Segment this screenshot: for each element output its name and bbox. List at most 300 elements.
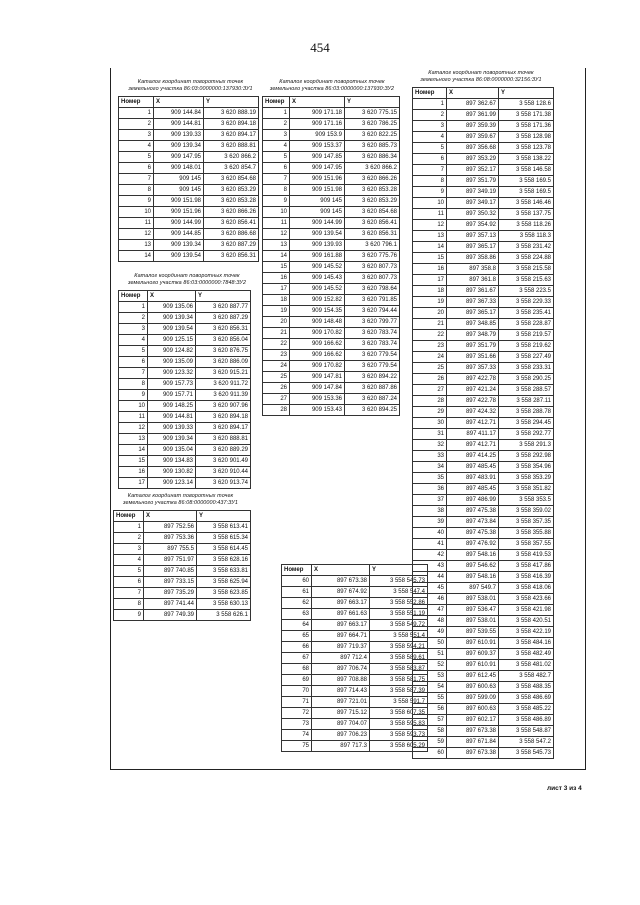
y-coordinate-cell: 3 620 913.74 xyxy=(196,478,251,489)
x-coordinate-cell: 897 354.92 xyxy=(447,220,499,231)
y-coordinate-cell: 3 558 549.72 xyxy=(370,620,428,631)
x-coordinate-cell: 897 476.92 xyxy=(447,539,499,550)
point-number-cell: 66 xyxy=(282,642,312,653)
table-caption xyxy=(118,79,263,93)
x-coordinate-cell: 909 147.95 xyxy=(290,163,345,174)
table-row xyxy=(119,313,251,324)
point-number-cell: 39 xyxy=(413,517,447,528)
x-coordinate-cell: 909 135.09 xyxy=(148,357,196,368)
y-coordinate-cell: 3 558 219.62 xyxy=(499,341,554,352)
table-row xyxy=(114,566,251,577)
point-number-cell: 13 xyxy=(119,240,154,251)
point-number-cell: 9 xyxy=(119,196,154,207)
point-number-cell: 1 xyxy=(413,99,447,110)
table-caption xyxy=(113,493,248,507)
y-coordinate-cell: 3 558 423.66 xyxy=(499,594,554,605)
point-number-cell: 23 xyxy=(263,350,290,361)
point-number-cell: 5 xyxy=(119,152,154,163)
table-row xyxy=(263,361,400,372)
y-coordinate-cell: 3 620 853.28 xyxy=(204,196,259,207)
point-number-cell: 10 xyxy=(263,207,290,218)
table-row xyxy=(263,229,400,240)
y-coordinate-cell: 3 558 215.63 xyxy=(499,275,554,286)
point-number-cell: 40 xyxy=(413,528,447,539)
table-row xyxy=(413,297,554,308)
x-coordinate-cell: 897 741.44 xyxy=(144,599,197,610)
point-number-cell: 27 xyxy=(263,394,290,405)
table-row xyxy=(413,385,554,396)
x-coordinate-cell: 897 706.23 xyxy=(312,730,370,741)
y-coordinate-cell: 3 620 894.17 xyxy=(196,423,251,434)
point-number-cell: 15 xyxy=(263,262,290,273)
y-coordinate-cell: 3 620 856.31 xyxy=(204,251,259,262)
y-coordinate-cell: 3 620 807.73 xyxy=(345,262,400,273)
point-number-cell: 6 xyxy=(114,577,144,588)
y-coordinate-cell: 3 620 854.7 xyxy=(204,163,259,174)
coordinates-table xyxy=(281,564,428,752)
table-row xyxy=(413,693,554,704)
y-coordinate-cell: 3 558 548.87 xyxy=(499,726,554,737)
x-coordinate-cell: 909 145 xyxy=(154,185,204,196)
x-coordinate-cell: 909 130.82 xyxy=(148,467,196,478)
y-coordinate-cell: 3 620 888.19 xyxy=(204,108,259,119)
table-row xyxy=(413,605,554,616)
x-coordinate-cell: 897 356.68 xyxy=(447,143,499,154)
x-coordinate-cell: 909 153.36 xyxy=(290,394,345,405)
x-coordinate-cell: 897 412.71 xyxy=(447,440,499,451)
table-row xyxy=(263,207,400,218)
table-row xyxy=(282,631,428,642)
x-coordinate-cell: 897 351.79 xyxy=(447,176,499,187)
point-number-cell: 36 xyxy=(413,484,447,495)
y-coordinate-cell: 3 558 488.35 xyxy=(499,682,554,693)
point-number-cell: 33 xyxy=(413,451,447,462)
y-coordinate-cell: 3 558 223.5 xyxy=(499,286,554,297)
y-coordinate-cell: 3 558 146.58 xyxy=(499,165,554,176)
point-number-cell: 4 xyxy=(119,141,154,152)
table-row xyxy=(119,141,259,152)
y-coordinate-cell: 3 558 484.16 xyxy=(499,638,554,649)
x-coordinate-cell: 897 359.67 xyxy=(447,132,499,143)
x-coordinate-cell: 909 166.62 xyxy=(290,339,345,350)
x-coordinate-cell: 897 717.3 xyxy=(312,741,370,752)
y-coordinate-cell: 3 558 138.22 xyxy=(499,154,554,165)
y-coordinate-cell: 3 620 894.17 xyxy=(204,130,259,141)
y-coordinate-cell: 3 620 866.26 xyxy=(204,207,259,218)
table-row xyxy=(263,394,400,405)
y-coordinate-cell: 3 620 786.25 xyxy=(345,119,400,130)
y-coordinate-cell: 3 558 633.81 xyxy=(197,566,251,577)
x-coordinate-cell: 909 145 xyxy=(290,207,345,218)
x-coordinate-cell: 897 421.24 xyxy=(447,385,499,396)
table-row xyxy=(282,686,428,697)
x-coordinate-cell: 897 361.99 xyxy=(447,110,499,121)
point-number-cell: 25 xyxy=(263,372,290,383)
coords-table-block xyxy=(412,70,554,759)
point-number-cell: 56 xyxy=(413,704,447,715)
x-coordinate-cell: 897 548.16 xyxy=(447,550,499,561)
x-coordinate-cell: 909 151.96 xyxy=(290,174,345,185)
y-coordinate-cell: 3 558 418.06 xyxy=(499,583,554,594)
x-coordinate-cell: 909 139.54 xyxy=(290,229,345,240)
x-coordinate-cell: 897 361.8 xyxy=(447,275,499,286)
y-coordinate-cell: 3 558 547.4 xyxy=(370,587,428,598)
x-coordinate-cell: 909 154.35 xyxy=(290,306,345,317)
x-coordinate-cell: 897 661.63 xyxy=(312,609,370,620)
point-number-cell: 52 xyxy=(413,660,447,671)
y-coordinate-cell: 3 558 623.85 xyxy=(197,588,251,599)
point-number-cell: 70 xyxy=(282,686,312,697)
y-coordinate-cell: 3 558 353.29 xyxy=(499,473,554,484)
x-coordinate-cell: 897 362.67 xyxy=(447,99,499,110)
y-coordinate-cell: 3 558 357.35 xyxy=(499,517,554,528)
x-coordinate-cell: 897 735.29 xyxy=(144,588,197,599)
point-number-cell: 46 xyxy=(413,594,447,605)
table-row xyxy=(413,143,554,154)
table-row xyxy=(119,467,251,478)
x-coordinate-cell: 897 485.45 xyxy=(447,484,499,495)
table-caption xyxy=(118,273,256,287)
table-header-row xyxy=(119,97,259,108)
point-number-cell: 5 xyxy=(114,566,144,577)
table-row xyxy=(263,372,400,383)
y-coordinate-cell: 3 558 417.86 xyxy=(499,561,554,572)
y-coordinate-cell: 3 558 353.5 xyxy=(499,495,554,506)
point-number-cell: 8 xyxy=(119,379,148,390)
x-coordinate-cell: 909 139.93 xyxy=(290,240,345,251)
x-coordinate-cell: 897 740.85 xyxy=(144,566,197,577)
point-number-cell: 11 xyxy=(119,412,148,423)
x-coordinate-cell: 909 139.54 xyxy=(148,324,196,335)
y-coordinate-cell: 3 558 551.4 xyxy=(370,631,428,642)
y-coordinate-cell: 3 620 775.76 xyxy=(345,251,400,262)
y-coordinate-cell: 3 558 625.94 xyxy=(197,577,251,588)
point-number-cell: 24 xyxy=(263,361,290,372)
x-coordinate-cell: 909 152.82 xyxy=(290,295,345,306)
y-coordinate-cell: 3 558 171.38 xyxy=(499,110,554,121)
y-coordinate-cell: 3 558 123.78 xyxy=(499,143,554,154)
point-number-cell: 49 xyxy=(413,627,447,638)
table-row xyxy=(282,708,428,719)
table-header-row xyxy=(282,565,428,576)
y-coordinate-cell: 3 620 911.72 xyxy=(196,379,251,390)
x-coordinate-cell: 897 673.38 xyxy=(447,726,499,737)
point-number-cell: 9 xyxy=(263,196,290,207)
point-number-cell: 32 xyxy=(413,440,447,451)
table-row xyxy=(119,174,259,185)
y-coordinate-cell: 3 620 783.74 xyxy=(345,328,400,339)
y-coordinate-cell: 3 620 853.28 xyxy=(345,185,400,196)
point-number-cell: 64 xyxy=(282,620,312,631)
point-number-cell: 22 xyxy=(413,330,447,341)
x-coordinate-cell: 897 719.37 xyxy=(312,642,370,653)
table-row xyxy=(413,286,554,297)
point-number-cell: 43 xyxy=(413,561,447,572)
y-coordinate-cell: 3 558 615.34 xyxy=(197,533,251,544)
table-row xyxy=(413,396,554,407)
y-coordinate-cell: 3 620 885.73 xyxy=(345,141,400,152)
point-number-cell: 12 xyxy=(263,229,290,240)
table-row xyxy=(119,240,259,251)
point-number-cell: 28 xyxy=(263,405,290,416)
point-number-cell: 10 xyxy=(119,207,154,218)
table-row xyxy=(413,363,554,374)
point-number-cell: 8 xyxy=(413,176,447,187)
y-coordinate-cell: 3 558 581.75 xyxy=(370,675,428,686)
x-coordinate-cell: 909 147.84 xyxy=(290,383,345,394)
y-coordinate-cell: 3 558 291.3 xyxy=(499,440,554,451)
x-coordinate-cell: 897 475.38 xyxy=(447,506,499,517)
point-number-cell: 14 xyxy=(119,251,154,262)
caption-line: земельного участка 86:03:0000000:7848:ЗУ2 xyxy=(127,280,247,286)
point-number-cell: 75 xyxy=(282,741,312,752)
point-number-cell: 13 xyxy=(413,231,447,242)
x-coordinate-cell: 897 706.74 xyxy=(312,664,370,675)
x-coordinate-cell: 909 148.25 xyxy=(148,401,196,412)
coordinates-table xyxy=(262,96,400,416)
x-coordinate-cell: 897 749.39 xyxy=(144,610,197,621)
y-coordinate-cell: 3 620 854.68 xyxy=(345,207,400,218)
point-number-cell: 69 xyxy=(282,675,312,686)
x-coordinate-cell: 909 123.14 xyxy=(148,478,196,489)
x-coordinate-cell: 897 357.13 xyxy=(447,231,499,242)
table-row xyxy=(119,251,259,262)
y-coordinate-cell: 3 558 628.16 xyxy=(197,555,251,566)
coordinates-table xyxy=(412,87,554,759)
x-coordinate-cell: 897 715.12 xyxy=(312,708,370,719)
point-number-cell: 13 xyxy=(263,240,290,251)
table-row xyxy=(263,262,400,273)
x-coordinate-cell: 909 144.84 xyxy=(154,108,204,119)
x-coordinate-cell: 909 144.85 xyxy=(154,229,204,240)
caption-line: земельного участка 86:03:0000000:137930:ЗУ1 xyxy=(128,86,253,92)
table-row xyxy=(263,218,400,229)
point-number-cell: 21 xyxy=(263,328,290,339)
table-row xyxy=(413,209,554,220)
y-coordinate-cell: 3 558 630.13 xyxy=(197,599,251,610)
table-row xyxy=(413,121,554,132)
x-coordinate-cell: 897 673.38 xyxy=(312,576,370,587)
table-row xyxy=(413,572,554,583)
x-coordinate-cell: 909 148.48 xyxy=(290,317,345,328)
point-number-cell: 11 xyxy=(119,218,154,229)
y-coordinate-cell: 3 558 219.57 xyxy=(499,330,554,341)
table-row xyxy=(413,198,554,209)
x-coordinate-cell: 897 365.17 xyxy=(447,242,499,253)
table-row xyxy=(413,374,554,385)
table-row xyxy=(119,412,251,423)
x-coordinate-cell: 897 751.97 xyxy=(144,555,197,566)
table-row xyxy=(413,484,554,495)
table-row xyxy=(119,379,251,390)
table-row xyxy=(114,577,251,588)
x-coordinate-cell: 909 170.82 xyxy=(290,361,345,372)
table-row xyxy=(413,176,554,187)
x-coordinate-cell: 897 485.45 xyxy=(447,462,499,473)
x-coordinate-cell: 897 351.79 xyxy=(447,341,499,352)
table-row xyxy=(114,599,251,610)
point-number-cell: 71 xyxy=(282,697,312,708)
y-coordinate-cell: 3 558 419.53 xyxy=(499,550,554,561)
point-number-cell: 61 xyxy=(282,587,312,598)
point-number-cell: 2 xyxy=(413,110,447,121)
table-row xyxy=(413,330,554,341)
x-coordinate-cell: 909 157.71 xyxy=(148,390,196,401)
column-header-y: Y xyxy=(499,88,554,99)
x-coordinate-cell: 897 538.01 xyxy=(447,616,499,627)
point-number-cell: 14 xyxy=(413,242,447,253)
point-number-cell: 34 xyxy=(413,462,447,473)
x-coordinate-cell: 897 348.85 xyxy=(447,319,499,330)
x-coordinate-cell: 909 144.81 xyxy=(154,119,204,130)
table-row xyxy=(282,620,428,631)
y-coordinate-cell: 3 620 775.15 xyxy=(345,108,400,119)
point-number-cell: 7 xyxy=(263,174,290,185)
y-coordinate-cell: 3 558 422.19 xyxy=(499,627,554,638)
x-coordinate-cell: 897 663.17 xyxy=(312,598,370,609)
table-row xyxy=(263,196,400,207)
table-row xyxy=(282,741,428,752)
x-coordinate-cell: 897 422.78 xyxy=(447,396,499,407)
x-coordinate-cell: 897 349.19 xyxy=(447,187,499,198)
point-number-cell: 20 xyxy=(263,317,290,328)
table-row xyxy=(263,306,400,317)
table-row xyxy=(263,174,400,185)
x-coordinate-cell: 909 139.34 xyxy=(154,240,204,251)
point-number-cell: 73 xyxy=(282,719,312,730)
y-coordinate-cell: 3 558 482.7 xyxy=(499,671,554,682)
x-coordinate-cell: 897 610.91 xyxy=(447,660,499,671)
y-coordinate-cell: 3 620 886.09 xyxy=(196,357,251,368)
point-number-cell: 6 xyxy=(119,163,154,174)
table-row xyxy=(413,308,554,319)
y-coordinate-cell: 3 620 894.22 xyxy=(345,372,400,383)
table-row xyxy=(413,462,554,473)
page-number: 454 xyxy=(310,40,330,55)
table-row xyxy=(413,451,554,462)
point-number-cell: 60 xyxy=(282,576,312,587)
point-number-cell: 21 xyxy=(413,319,447,330)
x-coordinate-cell: 909 144.99 xyxy=(290,218,345,229)
y-coordinate-cell: 3 558 545.73 xyxy=(370,576,428,587)
table-row xyxy=(119,478,251,489)
caption-line: Каталог координат поворотных точек xyxy=(137,79,244,85)
y-coordinate-cell: 3 620 798.64 xyxy=(345,284,400,295)
caption-line: земельного участка 86:08:0000000:32156:ЗУ1 xyxy=(420,77,542,83)
x-coordinate-cell: 909 151.98 xyxy=(290,185,345,196)
point-number-cell: 2 xyxy=(114,533,144,544)
y-coordinate-cell: 3 620 886.34 xyxy=(345,152,400,163)
table-row xyxy=(263,163,400,174)
point-number-cell: 67 xyxy=(282,653,312,664)
point-number-cell: 50 xyxy=(413,638,447,649)
table-row xyxy=(413,561,554,572)
y-coordinate-cell: 3 558 288.57 xyxy=(499,385,554,396)
y-coordinate-cell: 3 558 605.29 xyxy=(370,741,428,752)
point-number-cell: 22 xyxy=(263,339,290,350)
x-coordinate-cell: 897 664.71 xyxy=(312,631,370,642)
y-coordinate-cell: 3 620 796.1 xyxy=(345,240,400,251)
column-header-x: X xyxy=(447,88,499,99)
column-header-number: Номер xyxy=(119,97,154,108)
table-row xyxy=(263,119,400,130)
point-number-cell: 12 xyxy=(119,423,148,434)
column-header-y: Y xyxy=(197,511,251,522)
y-coordinate-cell: 3 620 915.21 xyxy=(196,368,251,379)
caption-line: Каталог координат поворотных точек xyxy=(428,70,534,76)
y-coordinate-cell: 3 620 856.31 xyxy=(345,229,400,240)
table-row xyxy=(413,99,554,110)
table-row xyxy=(263,317,400,328)
point-number-cell: 5 xyxy=(263,152,290,163)
y-coordinate-cell: 3 620 907.96 xyxy=(196,401,251,412)
table-row xyxy=(413,220,554,231)
x-coordinate-cell: 897 352.17 xyxy=(447,165,499,176)
point-number-cell: 1 xyxy=(119,108,154,119)
y-coordinate-cell: 3 558 614.45 xyxy=(197,544,251,555)
y-coordinate-cell: 3 620 866.2 xyxy=(345,163,400,174)
table-row xyxy=(413,528,554,539)
point-number-cell: 47 xyxy=(413,605,447,616)
table-row xyxy=(119,346,251,357)
coordinates-table xyxy=(113,510,251,621)
table-header-row xyxy=(114,511,251,522)
x-coordinate-cell: 897 351.66 xyxy=(447,352,499,363)
y-coordinate-cell: 3 620 794.44 xyxy=(345,306,400,317)
table-row xyxy=(119,196,259,207)
coords-table-block xyxy=(113,493,251,621)
y-coordinate-cell: 3 558 355.88 xyxy=(499,528,554,539)
y-coordinate-cell: 3 558 294.45 xyxy=(499,418,554,429)
y-coordinate-cell: 3 558 288.78 xyxy=(499,407,554,418)
y-coordinate-cell: 3 558 593.73 xyxy=(370,730,428,741)
x-coordinate-cell: 897 712.4 xyxy=(312,653,370,664)
y-coordinate-cell: 3 558 354.96 xyxy=(499,462,554,473)
point-number-cell: 68 xyxy=(282,664,312,675)
x-coordinate-cell: 897 473.84 xyxy=(447,517,499,528)
x-coordinate-cell: 897 708.88 xyxy=(312,675,370,686)
x-coordinate-cell: 897 671.84 xyxy=(447,737,499,748)
y-coordinate-cell: 3 620 887.29 xyxy=(204,240,259,251)
y-coordinate-cell: 3 620 876.75 xyxy=(196,346,251,357)
table-row xyxy=(119,218,259,229)
table-row xyxy=(413,341,554,352)
point-number-cell: 2 xyxy=(119,313,148,324)
y-coordinate-cell: 3 558 482.49 xyxy=(499,649,554,660)
table-row xyxy=(119,302,251,313)
column-header-number: Номер xyxy=(119,291,148,302)
y-coordinate-cell: 3 620 887.29 xyxy=(196,313,251,324)
x-coordinate-cell: 909 166.62 xyxy=(290,350,345,361)
point-number-cell: 45 xyxy=(413,583,447,594)
x-coordinate-cell: 897 358.8 xyxy=(447,264,499,275)
x-coordinate-cell: 909 124.82 xyxy=(148,346,196,357)
y-coordinate-cell: 3 558 224.88 xyxy=(499,253,554,264)
table-row xyxy=(263,185,400,196)
x-coordinate-cell: 897 357.33 xyxy=(447,363,499,374)
table-row xyxy=(413,737,554,748)
x-coordinate-cell: 897 475.38 xyxy=(447,528,499,539)
y-coordinate-cell: 3 558 607.35 xyxy=(370,708,428,719)
y-coordinate-cell: 3 558 591.7 xyxy=(370,697,428,708)
x-coordinate-cell: 897 412.71 xyxy=(447,418,499,429)
point-number-cell: 14 xyxy=(263,251,290,262)
x-coordinate-cell: 909 134.83 xyxy=(148,456,196,467)
x-coordinate-cell: 897 348.79 xyxy=(447,330,499,341)
x-coordinate-cell: 897 548.16 xyxy=(447,572,499,583)
point-number-cell: 5 xyxy=(119,346,148,357)
x-coordinate-cell: 909 144.99 xyxy=(154,218,204,229)
